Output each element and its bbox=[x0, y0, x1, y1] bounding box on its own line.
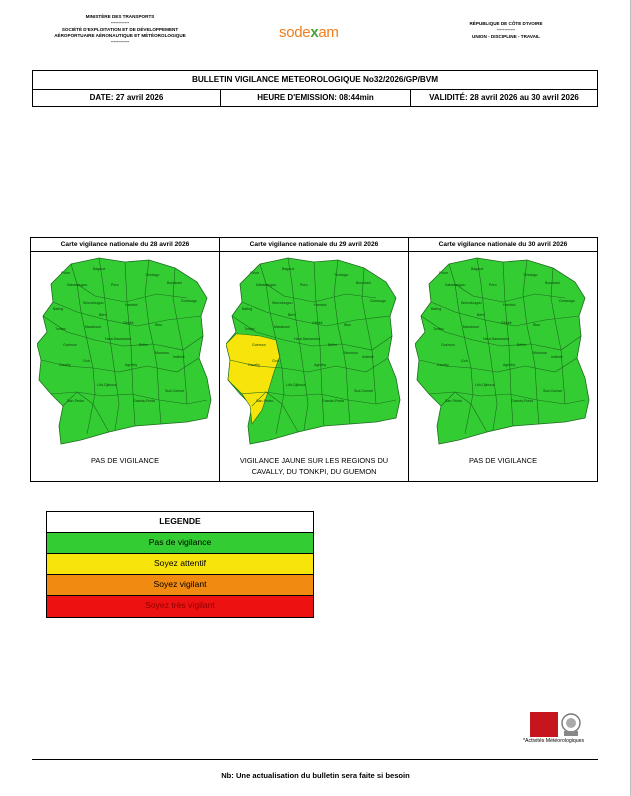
map-panel-day2 bbox=[220, 238, 409, 481]
region-label: Goh bbox=[272, 359, 279, 363]
region-label: Tonkpi bbox=[55, 327, 66, 331]
vigilance-status: VIGILANCE JAUNE SUR LES REGIONS DU CAVALLY, DU TONKPI, DU GUEMON bbox=[239, 456, 389, 476]
region-label: Indénié bbox=[362, 355, 374, 359]
region-label: Moronou bbox=[155, 351, 170, 355]
map-panel-day1 bbox=[31, 238, 220, 481]
vigilance-status: PAS DE VIGILANCE bbox=[90, 456, 160, 465]
region-label: Indénié bbox=[551, 355, 563, 359]
cote-divoire-map bbox=[37, 254, 215, 446]
logo-part: am bbox=[318, 24, 339, 41]
region-label: Bafing bbox=[431, 307, 442, 311]
logo-part: sode bbox=[279, 24, 311, 41]
footer-divider bbox=[32, 759, 598, 760]
region-label: Tonkpi bbox=[244, 327, 255, 331]
region-label: Cavally bbox=[59, 363, 71, 367]
map-title: Carte vigilance nationale du 29 avril 2026 bbox=[220, 238, 408, 252]
region-label: Agnéby bbox=[503, 363, 516, 367]
region-label: Guémon bbox=[252, 343, 266, 347]
validity-period: VALIDITÉ: 28 avril 2026 au 30 avril 2026 bbox=[429, 93, 579, 102]
sodexam-logo bbox=[279, 24, 359, 41]
region-label: Moronou bbox=[533, 351, 548, 355]
region-label: Marahoué bbox=[274, 325, 291, 329]
ministry-line: MINISTÈRE DES TRANSPORTS bbox=[85, 14, 155, 19]
region-label: Worodougou bbox=[272, 301, 293, 305]
region-label: Bagoué bbox=[93, 267, 106, 271]
ministry-line: SOCIÉTÉ D'EXPLOITATION ET DE DÉVELOPPEMENT bbox=[61, 26, 179, 32]
region-label: San-Pédro bbox=[67, 399, 85, 403]
region-label: Grands-Ponts bbox=[511, 399, 534, 403]
ministry-line: ------------ bbox=[110, 39, 130, 45]
region-label: Tchologo bbox=[334, 273, 349, 277]
vigilance-maps-table bbox=[30, 237, 598, 482]
region-label: Goh bbox=[461, 359, 468, 363]
region-label: Béré bbox=[288, 313, 296, 317]
legend-item-very-vigilant: Soyez très vigilant bbox=[47, 596, 313, 617]
footer-note: Nb: Une actualisation du bulletin sera faite si besoin bbox=[221, 771, 410, 780]
legend-item-vigilant: Soyez vigilant bbox=[47, 575, 313, 596]
region-label: Tchologo bbox=[145, 273, 160, 277]
emission-time: HEURE D'EMISSION: 08:44min bbox=[221, 90, 411, 106]
region-label: Folon bbox=[61, 271, 70, 275]
region-label: Agnéby bbox=[314, 363, 327, 367]
region-label: Kabadougou bbox=[67, 283, 88, 287]
region-label: Cavally bbox=[437, 363, 449, 367]
region-label: Marahoué bbox=[463, 325, 480, 329]
region-label: Kabadougou bbox=[445, 283, 466, 287]
region-label: San-Pédro bbox=[445, 399, 463, 403]
bulletin-header-table bbox=[32, 70, 598, 107]
region-label: Iffou bbox=[533, 323, 540, 327]
region-label: Bélier bbox=[328, 343, 338, 347]
cote-divoire-map bbox=[415, 254, 593, 446]
region-label: Haut-Sassandra bbox=[294, 337, 320, 341]
republic-line: ------------ bbox=[496, 27, 516, 33]
region-label: Gontougo bbox=[370, 299, 386, 303]
legend-table bbox=[46, 511, 314, 618]
region-label: Bounkani bbox=[545, 281, 560, 285]
region-label: Marahoué bbox=[85, 325, 102, 329]
region-label: Iffou bbox=[155, 323, 162, 327]
region-label: Cavally bbox=[248, 363, 260, 367]
certification-mark bbox=[523, 712, 595, 756]
legend-item-no-vigilance: Pas de vigilance bbox=[47, 533, 313, 554]
region-label: Bagoué bbox=[471, 267, 484, 271]
cote-divoire-map bbox=[226, 254, 404, 446]
region-label: Gbêkê bbox=[501, 321, 512, 325]
ministry-line: ------------ bbox=[110, 20, 130, 26]
region-label: Sud-Comoé bbox=[165, 389, 185, 393]
region-label: Grands-Ponts bbox=[133, 399, 156, 403]
region-label: Hambol bbox=[314, 303, 327, 307]
region-label: Sud-Comoé bbox=[543, 389, 563, 393]
region-label: Haut-Sassandra bbox=[483, 337, 509, 341]
region-label: Indénié bbox=[173, 355, 185, 359]
region-label: Worodougou bbox=[461, 301, 482, 305]
region-label: Gontougo bbox=[559, 299, 575, 303]
region-label: Agnéby bbox=[125, 363, 138, 367]
map-panel-day3 bbox=[409, 238, 597, 481]
region-label: Tchologo bbox=[523, 273, 538, 277]
region-label: Lôh-Djiboua bbox=[475, 383, 495, 387]
region-label: Worodougou bbox=[83, 301, 104, 305]
map-title: Carte vigilance nationale du 28 avril 2026 bbox=[31, 238, 219, 252]
certification-seal-icon bbox=[560, 712, 582, 737]
region-label: Iffou bbox=[344, 323, 351, 327]
republic-header bbox=[456, 21, 556, 40]
legend-item-attentive: Soyez attentif bbox=[47, 554, 313, 575]
region-label: Bélier bbox=[139, 343, 149, 347]
region-label: Lôh-Djiboua bbox=[286, 383, 306, 387]
ministry-header bbox=[40, 14, 200, 45]
map-title: Carte vigilance nationale du 30 avril 2026 bbox=[409, 238, 597, 252]
region-label: Bagoué bbox=[282, 267, 295, 271]
region-label: Gbêkê bbox=[312, 321, 323, 325]
region-label: Bélier bbox=[517, 343, 527, 347]
bulletin-info-row bbox=[33, 90, 597, 106]
region-label: Kabadougou bbox=[256, 283, 277, 287]
issue-date: DATE: 27 avril 2026 bbox=[33, 90, 221, 106]
country-outline bbox=[415, 258, 589, 444]
bureau-veritas-logo bbox=[530, 712, 558, 737]
certification-label: *Activités Météorologiques bbox=[523, 738, 585, 744]
region-label: Hambol bbox=[125, 303, 138, 307]
region-label: Béré bbox=[99, 313, 107, 317]
bulletin-title: BULLETIN VIGILANCE METEOROLOGIQUE No32/2026/GP/BVM bbox=[33, 71, 597, 90]
region-label: Folon bbox=[439, 271, 448, 275]
republic-line: RÉPUBLIQUE DE CÔTE D'IVOIRE bbox=[469, 21, 543, 26]
region-label: Grands-Ponts bbox=[322, 399, 345, 403]
republic-line: UNION - DISCIPLINE - TRAVAIL bbox=[472, 33, 540, 39]
region-label: Moronou bbox=[344, 351, 359, 355]
region-label: Goh bbox=[83, 359, 90, 363]
region-label: Bafing bbox=[53, 307, 64, 311]
region-label: Lôh-Djiboua bbox=[97, 383, 117, 387]
region-label: Folon bbox=[250, 271, 259, 275]
region-label: Bounkani bbox=[167, 281, 182, 285]
region-label: Sud-Comoé bbox=[354, 389, 374, 393]
vigilance-status: PAS DE VIGILANCE bbox=[468, 456, 538, 465]
region-label: Poro bbox=[111, 283, 119, 287]
region-label: Gbêkê bbox=[123, 321, 134, 325]
region-label: Guémon bbox=[63, 343, 77, 347]
region-label: Poro bbox=[300, 283, 308, 287]
region-label: Poro bbox=[489, 283, 497, 287]
legend-title: LEGENDE bbox=[47, 512, 313, 533]
region-label: Hambol bbox=[503, 303, 516, 307]
region-label: Bafing bbox=[242, 307, 253, 311]
logo-x: x bbox=[310, 24, 319, 41]
region-label: Bounkani bbox=[356, 281, 371, 285]
region-label: Haut-Sassandra bbox=[105, 337, 131, 341]
region-label: San-Pédro bbox=[256, 399, 274, 403]
region-label: Béré bbox=[477, 313, 485, 317]
region-label: Guémon bbox=[441, 343, 455, 347]
region-label: Gontougo bbox=[181, 299, 197, 303]
region-label: Tonkpi bbox=[433, 327, 444, 331]
ministry-line: AÉROPORTUAIRE AÉRONAUTIQUE ET MÉTÉOROLOGIQUE bbox=[54, 32, 186, 38]
country-outline bbox=[37, 258, 211, 444]
